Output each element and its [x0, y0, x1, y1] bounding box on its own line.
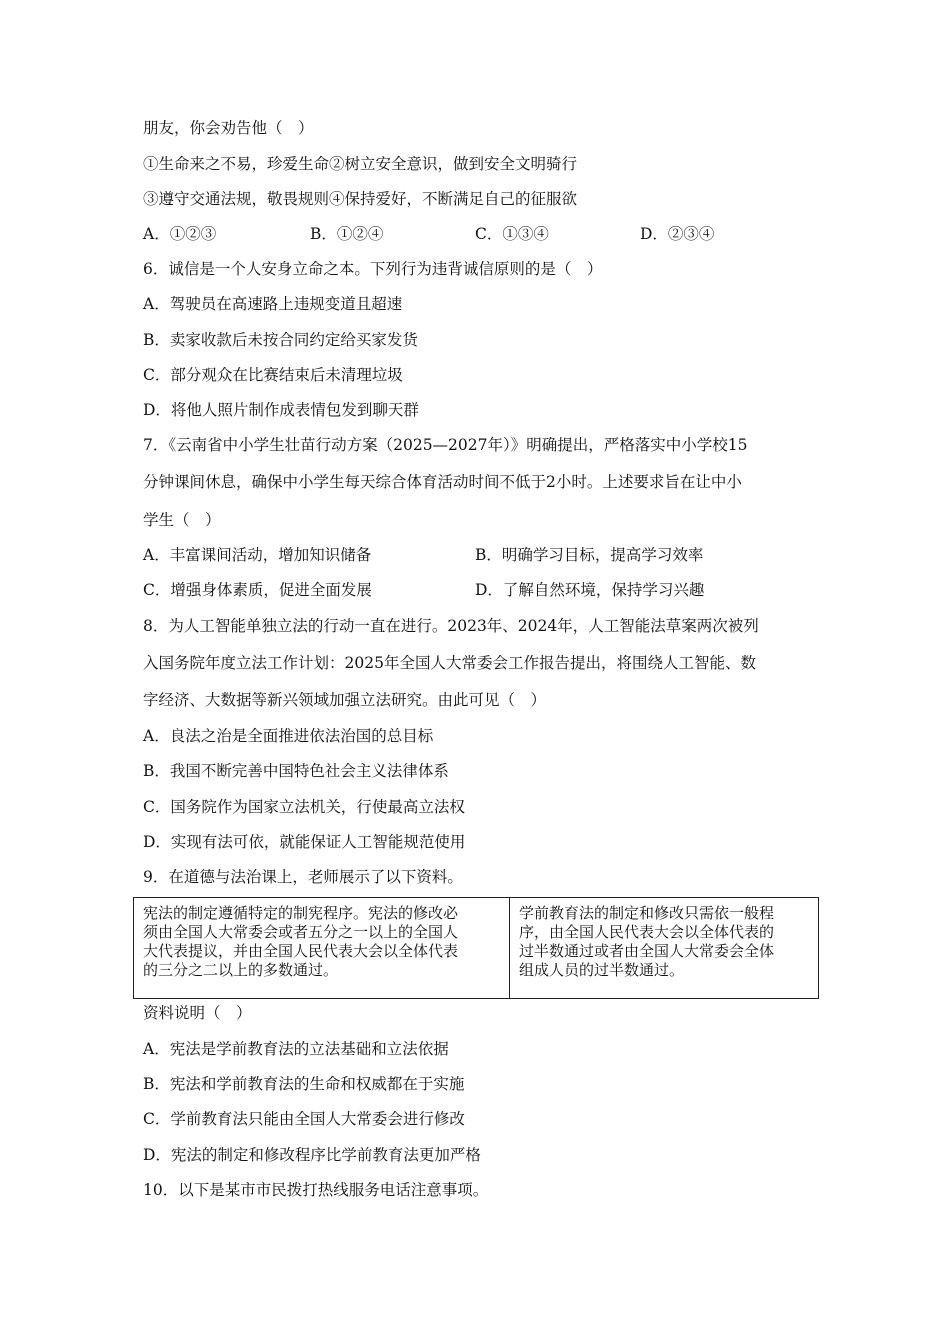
q6-stem: 6．诚信是一个人安身立命之本。下列行为违背诚信原则的是（ ）: [143, 260, 603, 278]
q5-option-b: B．①②④: [310, 225, 384, 243]
q10-stem: 10．以下是某市市民拨打热线服务电话注意事项。: [143, 1181, 489, 1199]
q7-stem-line-1: 7．《云南省中小学生壮苗行动方案（2025—2027年）》明确提出，严格落实中小学校15: [143, 436, 748, 454]
q5-option-d: D．②③④: [640, 225, 715, 243]
q8-stem-line-1: 8．为人工智能单独立法的行动一直在进行。2023年、2024年，人工智能法草案两次被列: [143, 617, 759, 635]
q8-option-d: D．实现有法可依，就能保证人工智能规范使用: [143, 833, 466, 851]
q5-stem-tail: 朋友，你会劝告他（ ）: [143, 119, 314, 137]
q9-option-b: B．宪法和学前教育法的生命和权威都在于实施: [143, 1075, 465, 1093]
q8-stem-line-3: 字经济、大数据等新兴领域加强立法研究。由此可见（ ）: [143, 691, 547, 709]
q5-option-a: A．①②③: [143, 225, 217, 243]
q6-option-a: A．驾驶员在高速路上违规变道且超速: [143, 295, 403, 313]
q6-option-b: B．卖家收款后未按合同约定给买家发货: [143, 331, 418, 349]
q5-option-c: C．①③④: [475, 225, 549, 243]
q6-option-c: C．部分观众在比赛结束后未清理垃圾: [143, 366, 403, 384]
q8-option-b: B．我国不断完善中国特色社会主义法律体系: [143, 762, 449, 780]
q7-stem-line-2: 分钟课间休息，确保中小学生每天综合体育活动时间不低于2小时。上述要求旨在让中小: [143, 473, 742, 491]
q7-option-a: A．丰富课间活动，增加知识储备: [143, 546, 372, 564]
q8-option-c: C．国务院作为国家立法机关，行使最高立法权: [143, 798, 465, 816]
q7-option-b: B．明确学习目标，提高学习效率: [475, 546, 704, 564]
q8-option-a: A．良法之治是全面推进依法治国的总目标: [143, 727, 434, 745]
q7-option-d: D．了解自然环境，保持学习兴趣: [475, 581, 705, 599]
q7-stem-line-3: 学生（ ）: [143, 511, 221, 529]
q9-option-d: D．宪法的制定和修改程序比学前教育法更加严格: [143, 1146, 481, 1164]
q6-option-d: D．将他人照片制作成表情包发到聊天群: [143, 401, 419, 419]
q9-option-a: A．宪法是学前教育法的立法基础和立法依据: [143, 1040, 449, 1058]
q7-option-c: C．增强身体素质，促进全面发展: [143, 581, 372, 599]
q9-material-constitution: 宪法的制定遵循特定的制宪程序。宪法的修改必 须由全国人大常委会或者五分之一以上的全国人 大代表提议，并由全国人民代表大会以全体代表 的三分之二以上的多数通过。: [134, 898, 510, 999]
q9-material-table: [133, 897, 819, 999]
q9-option-c: C．学前教育法只能由全国人大常委会进行修改: [143, 1110, 465, 1128]
q9-prompt: 资料说明（ ）: [143, 1004, 252, 1022]
q9-stem: 9．在道德与法治课上，老师展示了以下资料。: [143, 868, 463, 886]
q5-statement-line-2: ③遵守交通法规，敬畏规则④保持爱好，不断满足自己的征服欲: [143, 190, 578, 208]
q8-stem-line-2: 入国务院年度立法工作计划：2025年全国人大常委会工作报告提出，将围绕人工智能、数: [143, 654, 756, 672]
q9-material-preschool-law: 学前教育法的制定和修改只需依一般程 序，由全国人民代表大会以全体代表的 过半数通过或者由全国人大常委会全体 组成人员的过半数通过。: [510, 898, 819, 999]
q5-statement-line-1: ①生命来之不易，珍爱生命②树立安全意识，做到安全文明骑行: [143, 155, 578, 173]
